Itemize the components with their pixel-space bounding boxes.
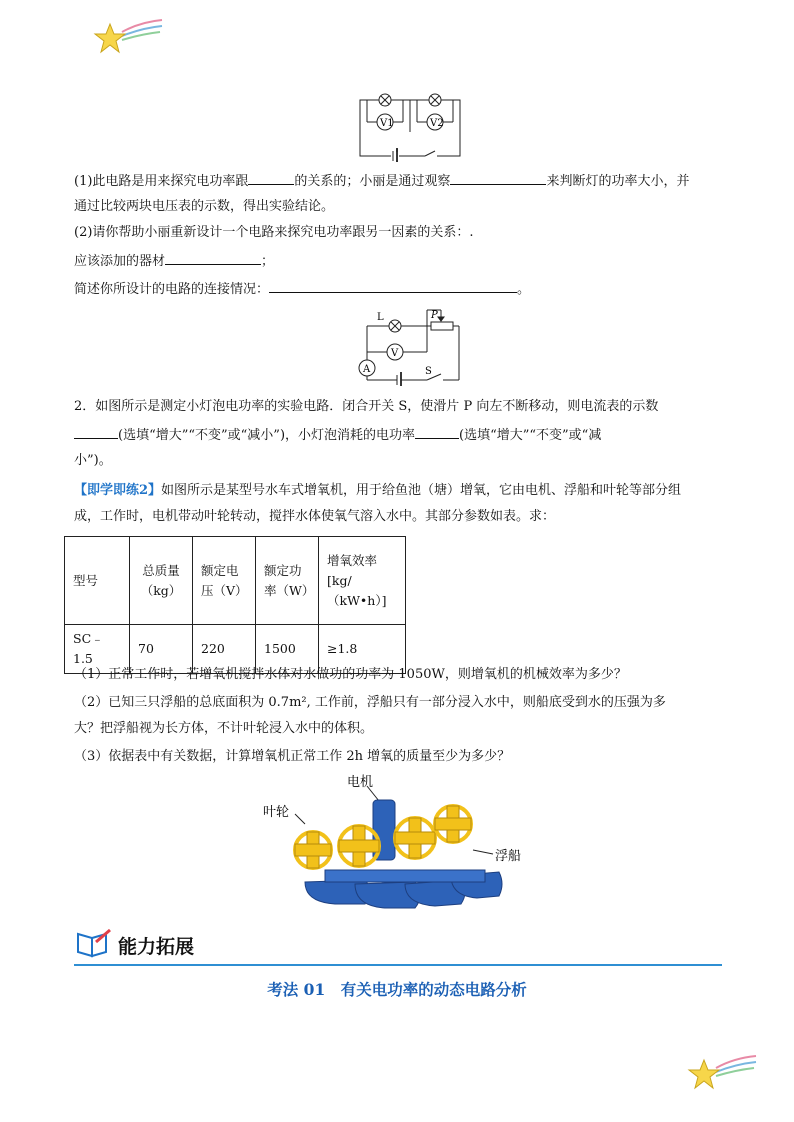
switch-label: S xyxy=(425,366,432,377)
v2-label: V2 xyxy=(430,118,444,129)
star-decoration-icon xyxy=(92,14,164,58)
section-title: 能力拓展 xyxy=(118,936,195,958)
cell-model: SC﹣1.5 xyxy=(65,625,130,674)
subq-2a: （2）已知三只浮船的总底面积为 0.7m², 工作前，浮船只有一部分浸入水中，则船底受到水的压强为多 xyxy=(74,695,666,710)
subq-3: （3）依据表中有关数据，计算增氧机正常工作 2h 增氧的质量至少为多少？ xyxy=(74,749,511,764)
q1-line-4: 应该添加的器材 ； xyxy=(74,254,275,269)
header-mass: 总质量 （kg） xyxy=(130,537,193,625)
ammeter-label: A xyxy=(363,364,371,375)
cell-power: 1500 xyxy=(256,625,319,674)
q1-line-5: 简述你所设计的电路的连接情况： 。 xyxy=(74,282,531,297)
cell-efficiency: ≥1.8 xyxy=(319,625,406,674)
circuit-diagram-2 xyxy=(355,304,467,386)
slider-label: P xyxy=(431,310,438,321)
practice-line-2: 成，工作时，电机带动叶轮转动，搅拌水体使氧气溶入水中。其部分参数如表。求： xyxy=(74,509,556,524)
v1-label: V1 xyxy=(380,118,394,129)
section-divider xyxy=(74,964,722,966)
header-model: 型号 xyxy=(65,537,130,625)
circuit-diagram-1 xyxy=(355,92,465,162)
aerator-figure xyxy=(255,772,555,918)
subq-2b: 大？把浮船视为长方体，不计叶轮浸入水中的体积。 xyxy=(74,721,374,736)
practice-line-1: 【即学即练2】如图所示是某型号水车式增氧机，用于给鱼池（塘）增氧，它由电机、浮船和叶轮等部分组 xyxy=(74,483,682,498)
q2-line-3: 小”)。 xyxy=(74,453,112,468)
q1-line-2: 通过比较两块电压表的示数，得出实验结论。 xyxy=(74,199,335,214)
lamp-label: L xyxy=(377,312,384,323)
q2-line-1: 2．如图所示是测定小灯泡电功率的实验电路．闭合开关 S，使滑片 P 向左不断移动，则电流表的示数 xyxy=(74,399,659,414)
header-voltage: 额定电 压（V） xyxy=(193,537,256,625)
motor-label: 电机 xyxy=(347,775,374,790)
table-header-row xyxy=(65,537,406,625)
kaofa-title: 考法 01 有关电功率的动态电路分析 xyxy=(267,980,527,999)
float-label: 浮船 xyxy=(495,849,522,864)
notebook-icon xyxy=(74,928,112,958)
parameter-table xyxy=(64,536,406,674)
cell-voltage: 220 xyxy=(193,625,256,674)
header-power: 额定功 率（W） xyxy=(256,537,319,625)
voltmeter-label: V xyxy=(391,348,399,359)
q1-line-1: (1)此电路是用来探究电功率跟 的关系的；小丽是通过观察 来判断灯的功率大小，并 xyxy=(74,174,690,189)
star-decoration-bottom-icon xyxy=(686,1050,758,1094)
q2-line-2: (选填“增大”“不变”或“减小”)，小灯泡消耗的电功率 (选填“增大”“不变”或“减 xyxy=(74,426,734,445)
practice-tag: 【即学即练2】 xyxy=(74,483,162,498)
header-efficiency: 增氧效率 [kg/ （kW•h）] xyxy=(319,537,406,625)
subq-1: （1）正常工作时，若增氧机搅拌水体对水做功的功率为 1050W，则增氧机的机械效率为多少？ xyxy=(74,667,627,682)
q1-line-3: (2)请你帮助小丽重新设计一个电路来探究电功率跟另一因素的关系：. xyxy=(74,225,474,240)
impeller-label: 叶轮 xyxy=(263,805,290,820)
cell-mass: 70 xyxy=(130,625,193,674)
